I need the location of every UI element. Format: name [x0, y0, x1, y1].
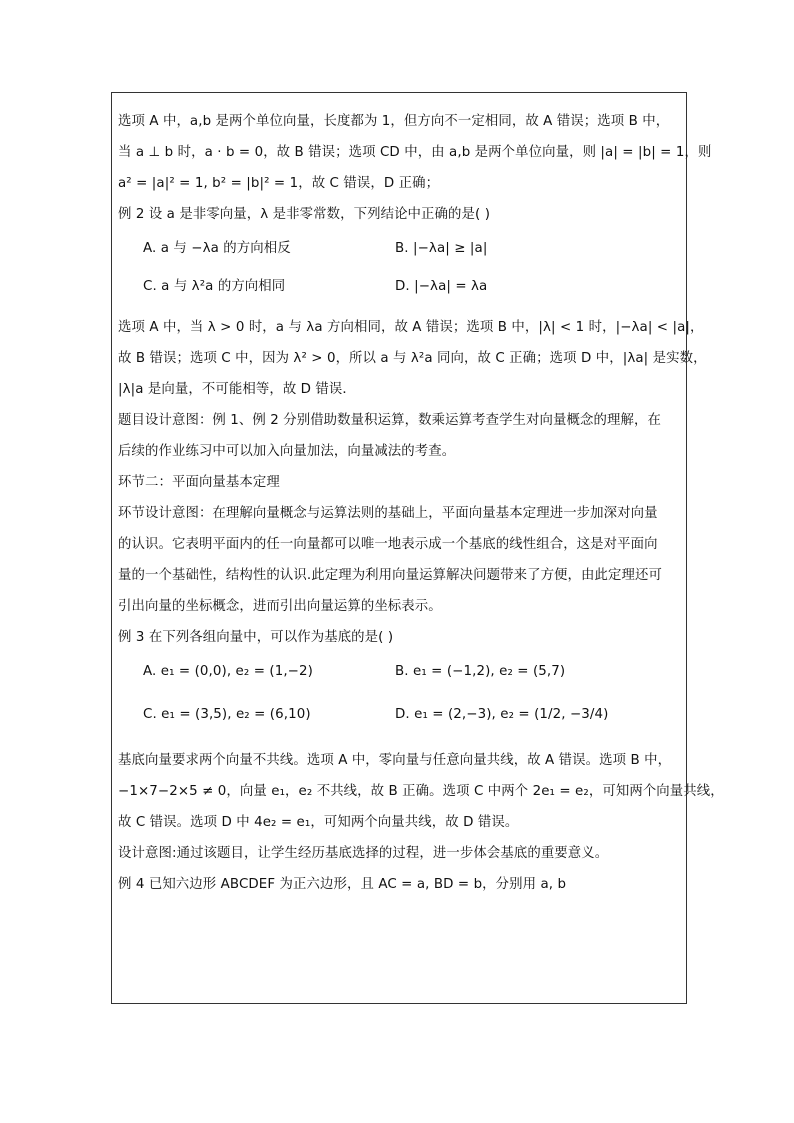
section-intent-line-4: 引出向量的坐标概念，进而引出向量运算的坐标表示。	[118, 599, 442, 614]
example-3-solution-line-3: 故 C 错误。选项 D 中 4e₂ = e₁，可知两个向量共线，故 D 错误。	[118, 815, 519, 830]
example-2-option-d: D. |−λa| = λa	[395, 279, 488, 294]
example-2-option-b: B. |−λa| ≥ |a|	[395, 241, 488, 256]
text-line-2: 当 a ⊥ b 时，a · b = 0，故 B 错误；选项 CD 中，由 a,b 是两个单位向量，则 |a| = |b| = 1，则	[118, 145, 712, 160]
example-2-solution-line-2: 故 B 错误；选项 C 中，因为 λ² > 0，所以 a 与 λ²a 同向，故 C 正确；选项 D 中，|λa| 是实数，	[118, 351, 707, 366]
section-intent-line-2: 的认识。它表明平面内的任一向量都可以唯一地表示成一个基底的线性组合，这是对平面向	[118, 537, 658, 552]
example-2-question: 例 2 设 a 是非零向量，λ 是非零常数，下列结论中正确的是( )	[118, 207, 491, 222]
document-frame	[111, 92, 724, 1004]
example-2-option-a: A. a 与 −λa 的方向相反	[143, 241, 291, 256]
section-heading-2: 环节二：平面向量基本定理	[118, 475, 280, 490]
example-3-design-intent: 设计意图:通过该题目，让学生经历基底选择的过程，进一步体会基底的重要意义。	[118, 846, 609, 861]
text-line-3: a² = |a|² = 1, b² = |b|² = 1，故 C 错误，D 正确；	[118, 176, 440, 191]
example-2-option-c: C. a 与 λ²a 的方向相同	[143, 279, 286, 294]
example-4-question: 例 4 已知六边形 ABCDEF 为正六边形，且 AC = a, BD = b，分别用 a, b	[118, 877, 567, 892]
example-2-options-row-2	[118, 268, 682, 306]
example-3-option-d: D. e₁ = (2,−3), e₂ = (1/2, −3/4)	[395, 707, 609, 722]
document-content	[118, 106, 724, 900]
design-intent-line-1: 题目设计意图：例 1、例 2 分别借助数量积运算，数乘运算考查学生对向量概念的理解，在	[118, 413, 661, 428]
section-intent-line-3: 量的一个基础性，结构性的认识.此定理为利用向量运算解决问题带来了方便，由此定理还可	[118, 568, 662, 583]
example-2-options-row-1	[118, 230, 682, 268]
example-3-option-c: C. e₁ = (3,5), e₂ = (6,10)	[143, 707, 311, 722]
example-3-solution-line-1: 基底向量要求两个向量不共线。选项 A 中，零向量与任意向量共线，故 A 错误。选项 B 中，	[118, 753, 672, 768]
example-3-options-row-2	[118, 691, 682, 739]
design-intent-line-2: 后续的作业练习中可以加入向量加法，向量减法的考查。	[118, 444, 456, 459]
section-intent-line-1: 环节设计意图：在理解向量概念与运算法则的基础上，平面向量基本定理进一步加深对向量	[118, 506, 658, 521]
example-3-question: 例 3 在下列各组向量中，可以作为基底的是( )	[118, 630, 394, 645]
text-line-1: 选项 A 中，a,b 是两个单位向量，长度都为 1，但方向不一定相同，故 A 错误；选项 B 中，	[118, 114, 670, 129]
example-2-solution-line-3: |λ|a 是向量，不可能相等，故 D 错误．	[118, 382, 356, 397]
example-2-solution-line-1: 选项 A 中，当 λ > 0 时，a 与 λa 方向相同，故 A 错误；选项 B 中，|λ| < 1 时，|−λa| < |a|，	[118, 320, 704, 335]
example-3-options-row-1	[118, 653, 682, 691]
example-3-solution-line-2: −1×7−2×5 ≠ 0，向量 e₁，e₂ 不共线，故 B 正确。选项 C 中两个 2e₁ = e₂，可知两个向量共线，	[118, 784, 724, 799]
example-3-option-a: A. e₁ = (0,0), e₂ = (1,−2)	[143, 664, 313, 679]
example-3-option-b: B. e₁ = (−1,2), e₂ = (5,7)	[395, 664, 566, 679]
